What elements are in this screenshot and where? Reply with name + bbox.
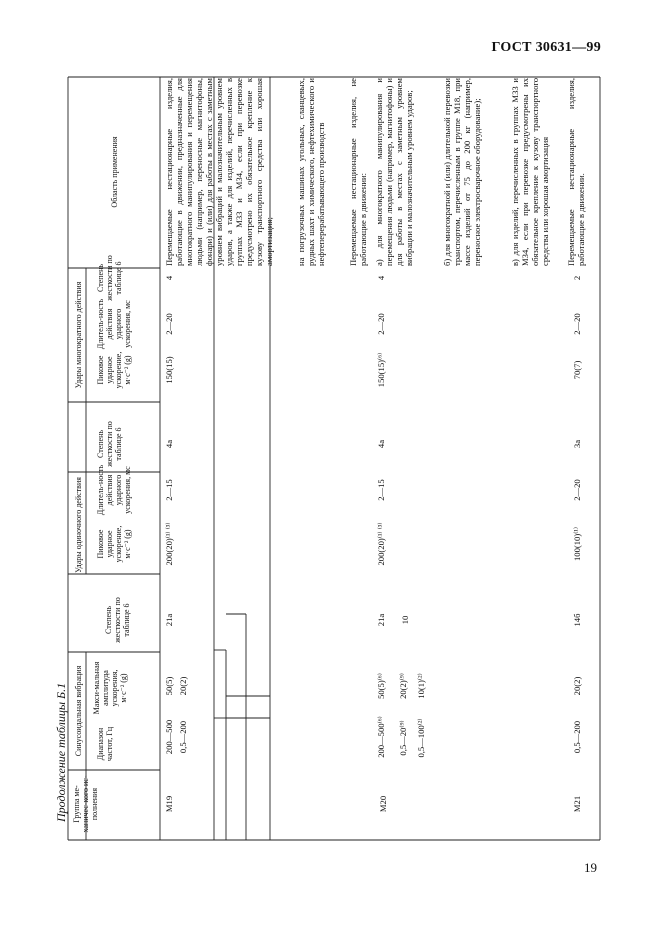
- m20-severity-vibration-2: 10: [400, 615, 410, 625]
- header-sine-vibration: Синусоидальная вибрация: [74, 665, 83, 757]
- m19-freq-2: 0,5—200: [178, 720, 188, 754]
- m19-severity-vibration: 21а: [164, 613, 174, 627]
- header-duration-multi: Длитель-ность действия ударного ускорения, мс: [96, 298, 132, 350]
- m20-application-b: б) для многократной и (или) длительной перевозки транспортом, перечисленным в группе М18, при массе изделий от 75 до 200 кг (например, переносное электросварочное оборудование);: [442, 78, 482, 266]
- m20-accel-2: 20(2)⁽⁹⁾: [398, 673, 408, 699]
- m20-severity-multi: 4: [376, 275, 386, 281]
- m19-accel-2: 20(2): [178, 676, 188, 696]
- m21-duration-single: 2—20: [572, 479, 582, 501]
- header-group: Группа ме-ханичес-кого ис-полнения: [72, 775, 99, 833]
- m19-accel-1: 50(5): [164, 676, 174, 696]
- m20-accel-3: 10(1)⁽²⁾: [416, 673, 426, 699]
- m20-severity-single: 4а: [376, 439, 386, 449]
- m20-severity-vibration-1: 21а: [376, 613, 386, 627]
- header-max-accel: Макси-мальная амплитуда ускорения, м·с⁻² (g): [92, 661, 128, 715]
- m20-application-main: Перемещаемые нестационарные изделия, не работающие в движении:: [348, 78, 368, 266]
- m21-severity-single: 3а: [572, 439, 582, 449]
- m20-peak-single: 200(20)⁽¹⁾ ⁽³⁾: [376, 522, 386, 566]
- m19-application-main: Перемещаемые нестационарные изделия, работающие в движении, предназначенные для многократного манипулирования и перемещения людьми (например, переносные магнитофоны, фонари) и (или) для работы в местах с заметным уровнем вибраций и малозначительным уровнем ударов, а также для изделий, перечисленных в группах М33 и М34, если при перевозке предусмотрено их обязательное крепление к кузову транспортного средства или хорошая амортизация;: [164, 78, 274, 266]
- header-peak-multi: Пиковое ударное ускорение, м·с⁻² (g): [96, 351, 132, 389]
- m21-severity-multi: 2: [572, 275, 582, 281]
- m20-peak-multi: 150(15)⁽⁶⁾: [376, 352, 386, 388]
- m21-accel-1: 20(2): [572, 676, 582, 696]
- m20-duration-single: 2—15: [376, 479, 386, 501]
- header-severity-vibration: Степень жесткости по таблице 6: [104, 597, 131, 643]
- group-m19: М19: [164, 795, 174, 813]
- m19-severity-single: 4а: [164, 439, 174, 449]
- header-severity-single: Степень жесткости по таблице 6: [96, 421, 123, 467]
- header-freq-range: Диапазон частот, Гц: [96, 726, 114, 762]
- m21-application: Перемещаемые нестационарные изделия, работающие в движении.: [566, 78, 586, 266]
- header-severity-multi: Степень жесткости по таблице 6: [96, 255, 123, 301]
- m20-application-a: а) для многократного манипулирования и перемещения людьми (например, магнитофоны) и для работы в местах с заметным уровнем вибрации и малозначительным уровнем ударов;: [374, 78, 414, 266]
- document-code: ГОСТ 30631—99: [491, 40, 601, 55]
- m20-duration-multi: 2—20: [376, 313, 386, 335]
- m21-peak-single: 100(10)⁽¹⁾: [572, 527, 582, 562]
- header-peak-single: Пиковое ударное ускорение, м·с⁻² (g): [96, 525, 132, 563]
- m19-freq-1: 200—500: [164, 719, 174, 755]
- m21-severity-vibration: 14б: [572, 613, 582, 627]
- m19-severity-multi: 4: [164, 275, 174, 281]
- header-single-shock: Удары одиночного действия: [74, 477, 83, 573]
- m21-freq-1: 0,5—200: [572, 720, 582, 754]
- m19-duration-multi: 2—20: [164, 313, 174, 335]
- header-application: Область применения: [110, 136, 119, 208]
- m21-peak-multi: 70(7): [572, 360, 582, 380]
- group-m20: М20: [378, 795, 388, 813]
- m19-peak-multi: 150(15): [164, 356, 174, 384]
- m20-freq-1: 200—500⁽⁶⁾: [376, 716, 386, 758]
- table-caption: Продолжение таблицы Б.1: [54, 682, 68, 822]
- group-m21: М21: [572, 795, 582, 813]
- m19-application-mining: на погрузочных машинах угольных, сланцевых, рудных шахт и химического, нефтехимического и нефтеперерабатывающего производств: [296, 78, 326, 266]
- m20-freq-2: 0,5—20⁽⁹⁾: [398, 720, 408, 756]
- m20-application-c: в) для изделий, перечисленных в группах М33 и М34, если при перевозке предусмотрены их обязательное крепление к кузову транспортного средства или хорошая амортизация: [510, 78, 550, 266]
- m19-duration-single: 2—15: [164, 479, 174, 501]
- header-duration-single: Длитель-ность действия ударного ускорения, мс: [96, 464, 132, 516]
- m21-duration-multi: 2—20: [572, 313, 582, 335]
- header-multi-shock: Удары многократного действия: [74, 281, 83, 389]
- m19-peak-single: 200(20)⁽¹⁾ ⁽³⁾: [164, 522, 174, 566]
- m20-freq-3: 0,5—100⁽²⁾: [416, 718, 426, 758]
- page-number: 19: [584, 860, 597, 875]
- m20-accel-1: 50(5)⁽⁶⁾: [376, 673, 386, 699]
